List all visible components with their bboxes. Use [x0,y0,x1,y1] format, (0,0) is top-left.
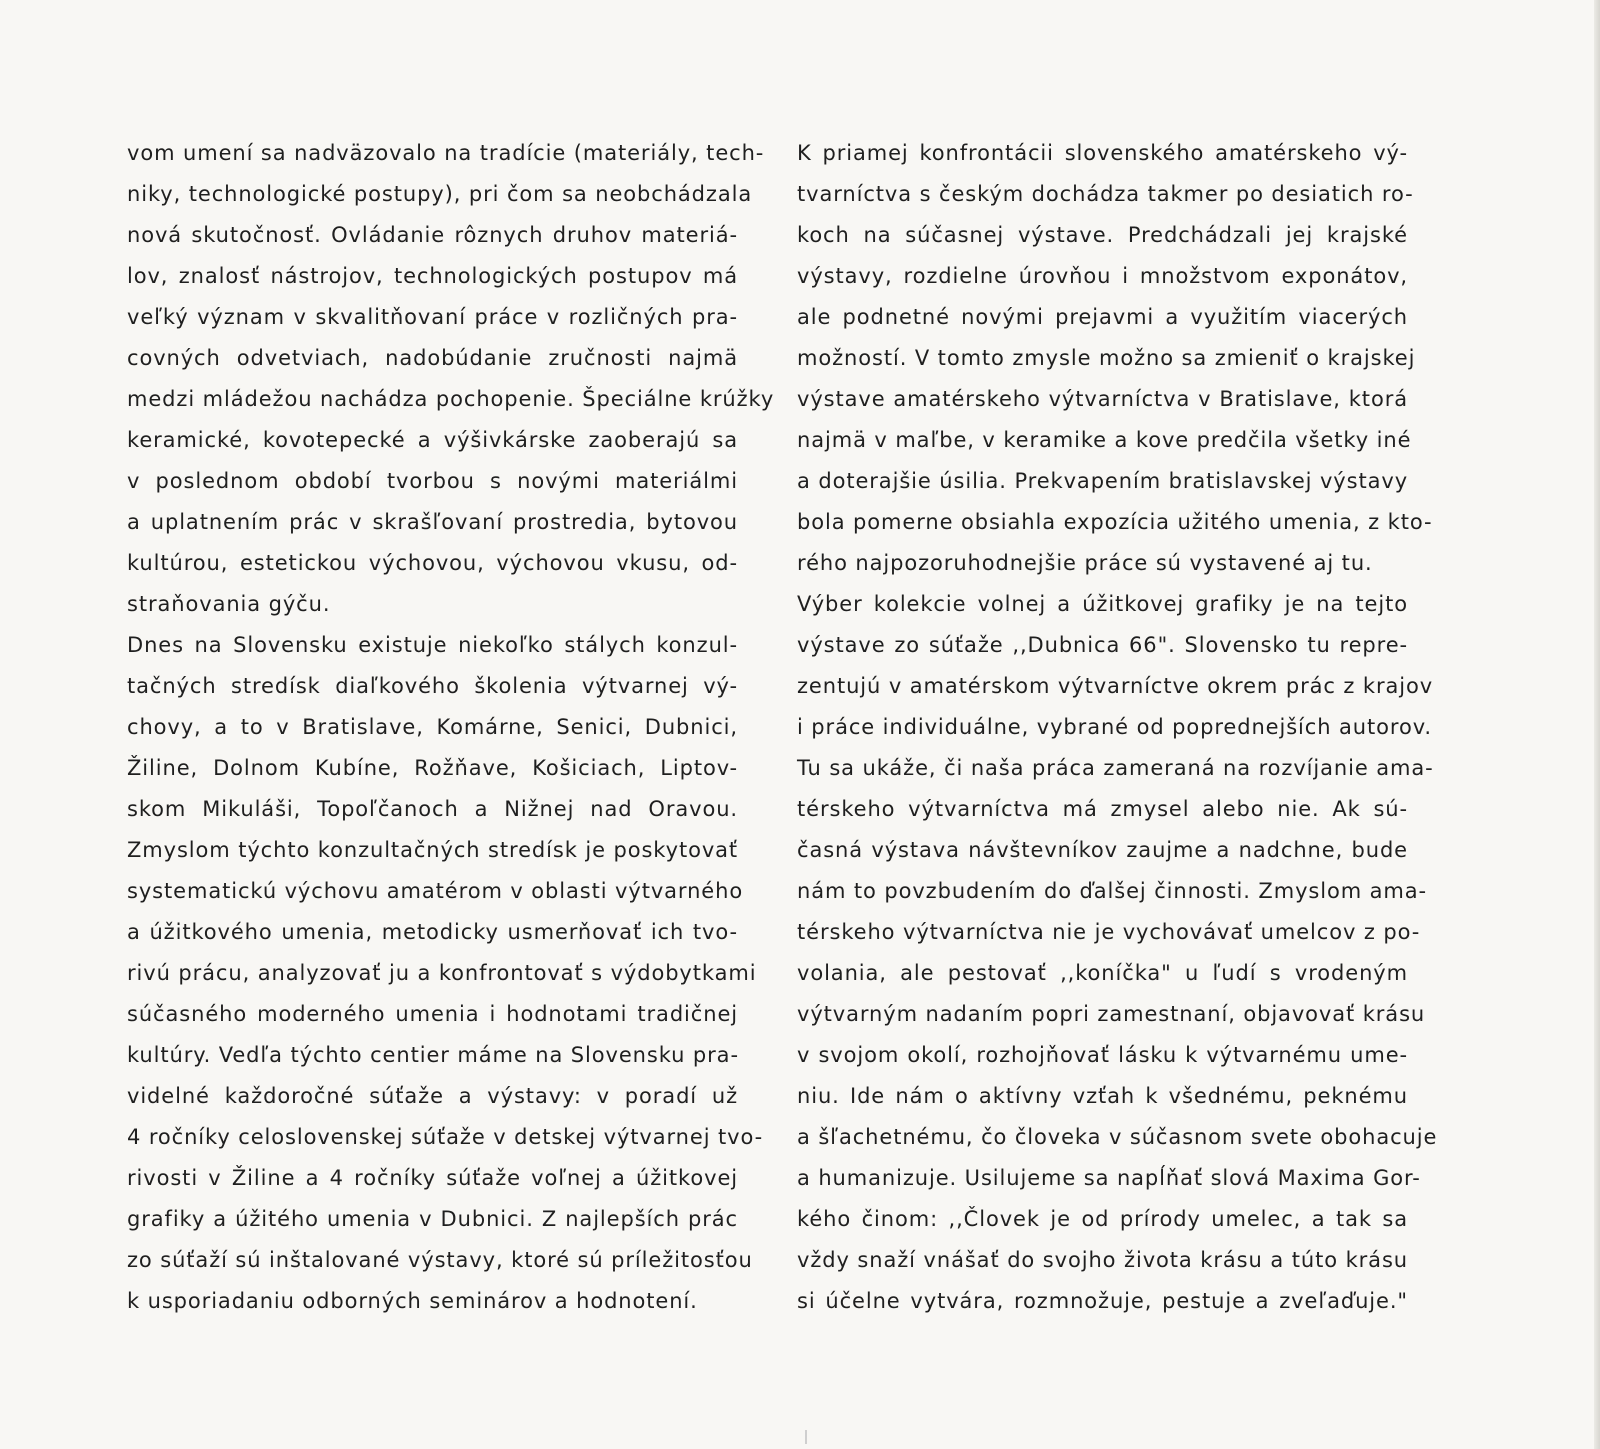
text-line: si účelne vytvára, rozmnožuje, pestuje a zveľaďuje." [797,1289,1408,1313]
text-line: a šľachetnému, čo človeka v súčasnom svete obohacuje [797,1125,1438,1149]
text-line: kého činom: ,,Človek je od prírody umelec, a tak sa [797,1207,1408,1231]
text-line: volania, ale pestovať ,,koníčka" u ľudí s vrodeným [797,961,1408,985]
text-line: ale podnetné novými prejavmi a využitím viacerých [797,305,1408,329]
text-line: a uplatnením prác v skrašľovaní prostredia, bytovou [127,510,738,534]
left-text-column [127,133,775,1322]
paragraph-end-line: straňovania gýču. [127,592,331,616]
text-line: a doterajšie úsilia. Prekvapením bratislavskej výstavy [797,469,1409,493]
text-line: niky, technologické postupy), pri čom sa neobchádzala [127,182,753,206]
text-line: bola pomerne obsiahla expozícia užitého umenia, z kto- [797,510,1433,534]
text-line: systematickú výchovu amatérom v oblasti výtvarného [127,879,744,903]
text-line: kultúry. Vedľa týchto centier máme na Slovensku pra- [127,1043,739,1067]
right-text-column [797,133,1438,1322]
text-line: v svojom okolí, rozhojňovať lásku k výtvarnému ume- [797,1043,1408,1067]
text-line: veľký význam v skvalitňovaní práce v rozličných pra- [127,305,738,329]
text-line: videlné každoročné súťaže a výstavy: v poradí už [127,1084,738,1108]
text-line: skom Mikuláši, Topoľčanoch a Nižnej nad Oravou. [127,797,738,821]
text-line: kultúrou, estetickou výchovou, výchovou vkusu, od- [127,551,738,575]
page-edge-shadow [1594,0,1600,1449]
text-line: nám to povzbudením do ďalšej činnosti. Zmyslom ama- [797,879,1428,903]
text-line: Zmyslom týchto konzultačných stredísk je poskytovať [127,838,739,862]
text-line: koch na súčasnej výstave. Predchádzali jej krajské [797,223,1408,247]
text-line: Žiline, Dolnom Kubíne, Rožňave, Košiciach, Liptov- [127,756,738,780]
text-line: niu. Ide nám o aktívny vzťah k všednému, peknému [797,1084,1408,1108]
text-line: chovy, a to v Bratislave, Komárne, Senici, Dubnici, [127,715,738,739]
scan-mark [805,1430,807,1444]
text-line: zo súťaží sú inštalované výstavy, ktoré sú príležitosťou [127,1248,753,1272]
text-line: lov, znalosť nástrojov, technologických postupov má [127,264,738,288]
text-line: v poslednom období tvorbou s novými materiálmi [127,469,738,493]
text-line: súčasného moderného umenia i hodnotami tradičnej [127,1002,738,1026]
text-line: keramické, kovotepecké a výšivkárske zaoberajú sa [127,428,738,452]
text-line: térskeho výtvarníctva má zmysel alebo nie. Ak sú- [797,797,1408,821]
text-line: i práce individuálne, vybrané od poprednejších autorov. [797,715,1432,739]
text-line: nová skutočnosť. Ovládanie rôznych druhov materiá- [127,223,738,247]
text-line: rivú prácu, analyzovať ju a konfrontovať s výdobytkami [127,961,757,985]
paragraph-end-line: rého najpozoruhodnejšie práce sú vystavené aj tu. [797,551,1373,575]
text-line: najmä v maľbe, v keramike a kove predčila všetky iné [797,428,1412,452]
text-line: K priamej konfrontácii slovenského amatérskeho vý- [797,141,1408,165]
text-line: zentujú v amatérskom výtvarníctve okrem prác z krajov [797,674,1434,698]
text-line: 4 ročníky celoslovenskej súťaže v detskej výtvarnej tvo- [127,1125,764,1149]
paragraph-end-line: k usporiadaniu odborných seminárov a hodnotení. [127,1289,698,1313]
text-line: medzi mládežou nachádza pochopenie. Špeciálne krúžky [127,387,775,411]
text-line: výstave amatérskeho výtvarníctva v Bratislave, ktorá [797,387,1408,411]
text-line: vždy snaží vnášať do svojho života krásu a túto krásu [797,1248,1408,1272]
text-line: Tu sa ukáže, či naša práca zameraná na rozvíjanie ama- [797,756,1434,780]
text-line: výstave zo súťaže ,,Dubnica 66". Slovensko tu repre- [797,633,1408,657]
text-line: tačných stredísk diaľkového školenia výtvarnej vý- [127,674,738,698]
text-line: časná výstava návštevníkov zaujme a nadchne, bude [797,838,1408,862]
text-line: rivosti v Žiline a 4 ročníky súťaže voľnej a úžitkovej [127,1166,738,1190]
text-line: térskeho výtvarníctva nie je vychovávať umelcov z po- [797,920,1421,944]
text-line: covných odvetviach, nadobúdanie zručnosti najmä [127,346,738,370]
text-line: Výber kolekcie volnej a úžitkovej grafiky je na tejto [797,592,1408,616]
text-line: výstavy, rozdielne úrovňou i množstvom exponátov, [797,264,1408,288]
text-line: tvarníctva s českým dochádza takmer po desiatich ro- [797,182,1414,206]
text-line: grafiky a úžitého umenia v Dubnici. Z najlepších prác [127,1207,738,1231]
text-line: výtvarným nadaním popri zamestnaní, objavovať krásu [797,1002,1426,1026]
text-line: a úžitkového umenia, metodicky usmerňovať ich tvo- [127,920,738,944]
text-line: možností. V tomto zmysle možno sa zmieniť o krajskej [797,346,1416,370]
text-line: a humanizuje. Usilujeme sa napĺňať slová Maxima Gor- [797,1166,1421,1190]
text-line: Dnes na Slovensku existuje niekoľko stálych konzul- [127,633,738,657]
text-line: vom umení sa nadväzovalo na tradície (materiály, tech- [127,141,765,165]
